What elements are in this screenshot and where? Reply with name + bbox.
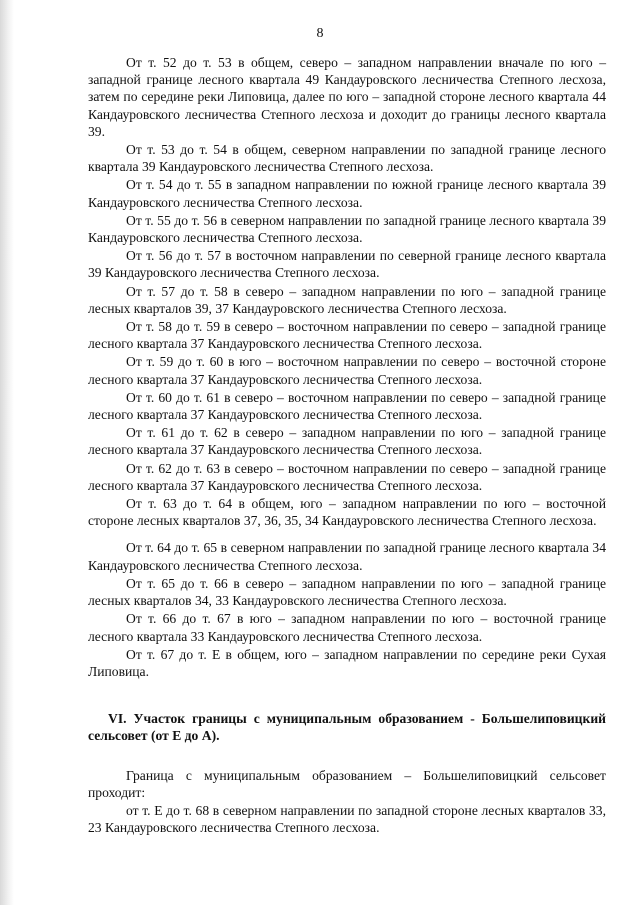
paragraph: от т. Е до т. 68 в северном направлении по западной стороне лесных кварталов 33, 23 Кандауровского лесничества Степного лесхоза. (88, 802, 606, 836)
paragraph: От т. 54 до т. 55 в западном направлении по южной границе лесного квартала 39 Кандауровского лесничества Степного лесхоза. (88, 177, 606, 210)
intro-paragraph: Граница с муниципальным образованием – Большелиповицкий сельсовет проходит: (88, 767, 606, 800)
paragraph: От т. 57 до т. 58 в северо – западном направлении по юго – западной границе лесных кварталов 39, 37 Кандауровского лесничества Степного лесхоза. (88, 283, 606, 316)
paragraph: От т. 58 до т. 59 в северо – восточном направлении по северо – западной границе лесного квартала 37 Кандауровского лесничества Степного лесхоза. (88, 319, 606, 352)
paragraph: От т. 66 до т. 67 в юго – западном направлении по юго – восточной границе лесного квартала 33 Кандауровского лесничества Степного лесхоза. (88, 611, 606, 644)
paragraph: От т. 62 до т. 63 в северо – восточном направлении по северо – западной границе лесного квартала 37 Кандауровского лесничества Степного лесхоза. (88, 460, 606, 493)
page-number: 8 (316, 26, 324, 41)
scan-page-edge (0, 0, 14, 905)
paragraph: От т. 61 до т. 62 в северо – западном направлении по юго – западной границе лесного квартала 37 Кандауровского лесничества Степного лесхоза. (88, 425, 606, 458)
paragraph: От т. 56 до т. 57 в восточном направлении по северной границе лесного квартала 39 Кандауровского лесничества Степного лесхоза. (88, 248, 606, 281)
paragraph: От т. 67 до т. Е в общем, юго – западном направлении по середине реки Сухая Липовица. (88, 646, 606, 679)
paragraph: От т. 53 до т. 54 в общем, северном направлении по западной границе лесного квартала 39 Кандауровского лесничества Степного лесхоза. (88, 142, 606, 175)
document-body (88, 54, 606, 837)
paragraph: От т. 60 до т. 61 в северо – восточном направлении по северо – западной границе лесного квартала 37 Кандауровского лесничества Степного лесхоза. (88, 389, 606, 423)
paragraph: От т. 65 до т. 66 в северо – западном направлении по юго – западной границе лесных кварталов 34, 33 Кандауровского лесничества Степного лесхоза. (88, 575, 606, 609)
paragraph: От т. 59 до т. 60 в юго – восточном направлении по северо – восточной стороне лесного квартала 37 Кандауровского лесничества Степного лесхоза. (88, 354, 606, 387)
paragraph: От т. 64 до т. 65 в северном направлении по западной границе лесного квартала 34 Кандауровского лесничества Степного лесхоза. (88, 540, 606, 573)
paragraph: От т. 55 до т. 56 в северном направлении по западной границе лесного квартала 39 Кандауровского лесничества Степного лесхоза. (88, 212, 606, 246)
section-heading: VI. Участок границы с муниципальным образованием - Большелиповицкий сельсовет (от Е до А). (88, 711, 606, 744)
paragraph: От т. 52 до т. 53 в общем, северо – западном направлении вначале по юго – западной границе лесного квартала 49 Кандауровского лесничества Степного лесхоза, затем по середине реки Липовица, далее по юго – западной стороне лесного квартала 44 Кандауровского лесничества Степного лесхоза и доходит до границы лесного квартала 39. (88, 55, 606, 139)
paragraph: От т. 63 до т. 64 в общем, юго – западном направлении по юго – восточной стороне лесных кварталов 37, 36, 35, 34 Кандауровского лесничества Степного лесхоза. (88, 496, 606, 529)
